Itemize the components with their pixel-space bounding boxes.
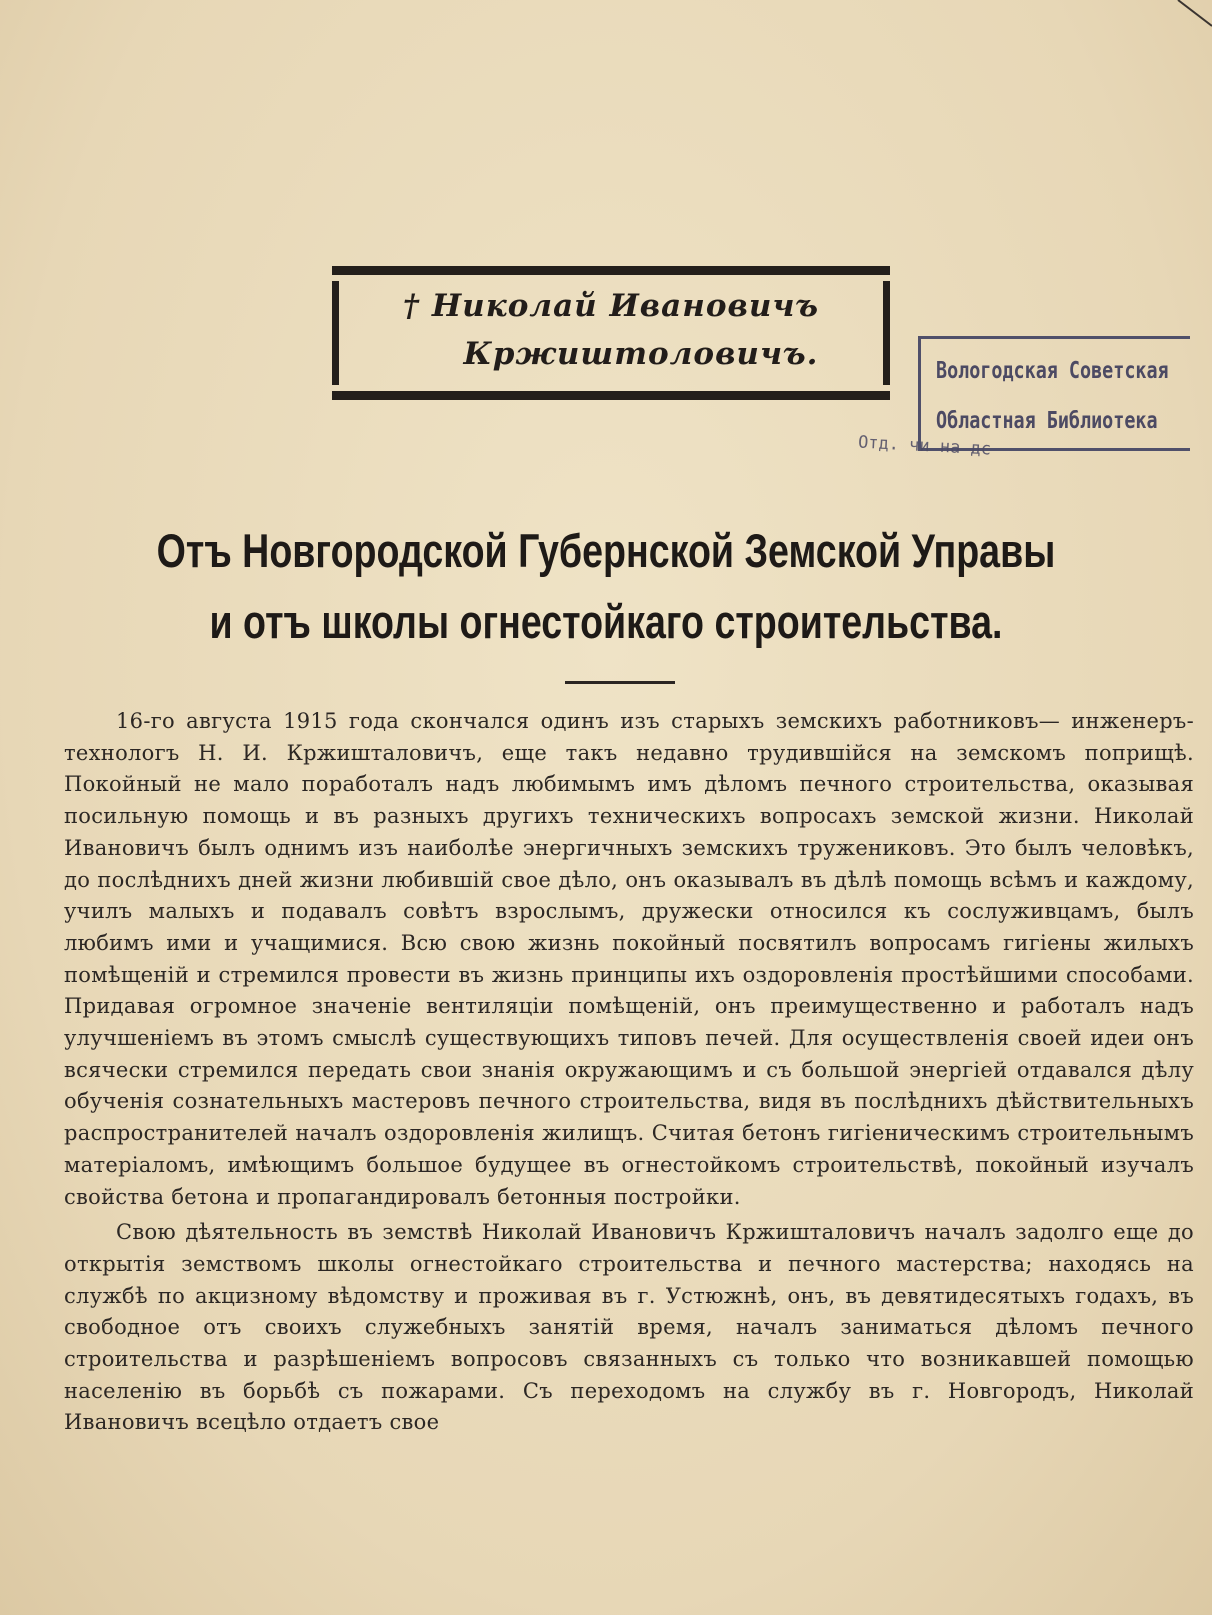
memorial-name-line2: Кржиштоловичъ. — [463, 336, 819, 372]
heading-divider — [565, 681, 675, 684]
stamp-line2: Областная Библиотека — [936, 408, 1158, 434]
stamp-border-left — [918, 336, 921, 451]
memorial-frame — [332, 266, 890, 400]
article-body — [64, 706, 1194, 1439]
memorial-name-line1: † Николай Ивановичъ — [402, 288, 820, 324]
frame-top-rule — [332, 266, 890, 275]
stamp-border-top — [918, 336, 1190, 339]
page-corner-fold — [1172, 0, 1212, 30]
body-paragraph-1: 16-го августа 1915 года скончался одинъ изъ старыхъ земскихъ работниковъ— инженеръ-технологъ Н. И. Кржишталовичъ, еще такъ недавно трудившійся на земскомъ поприщѣ. Покойный не мало поработалъ надъ любимымъ имъ дѣломъ печного строительства, оказывая посильную помощь и въ разныхъ другихъ техническихъ вопросахъ земской жизни. Николай Ивановичъ былъ однимъ изъ наиболѣе энергичныхъ земскихъ тружениковъ. Это былъ человѣкъ, до послѣднихъ дней жизни любившій свое дѣло, онъ оказывалъ въ дѣлѣ помощь всѣмъ и каждому, училъ малыхъ и подавалъ совѣтъ взрослымъ, дружески относился къ сослуживцамъ, былъ любимъ ими и учащимися. Всю свою жизнь покойный посвятилъ вопросамъ гигіены жилыхъ помѣщеній и стремился провести въ жизнь принципы ихъ оздоровленія простѣйшими способами. Придавая огромное значеніе вентиляціи помѣщеній, онъ преимущественно и работалъ надъ улучшеніемъ въ этомъ смыслѣ существующихъ типовъ печей. Для осуществленія своей идеи онъ всячески стремился передать свои знанія окружающимъ и съ большой энергіей отдавался дѣлу обученія сознательныхъ мастеровъ печного строительства, видя въ послѣднихъ дѣйствительныхъ распространителей началъ оздоровленія жилищъ. Считая бетонъ гигіеническимъ строительнымъ матеріаломъ, имѣющимъ большое будущее въ огнестойкомъ строительствѣ, покойный изучалъ свойства бетона и пропагандировалъ бетонныя постройки. — [64, 709, 1194, 1209]
library-stamp — [857, 336, 1190, 464]
frame-bottom-rule — [332, 391, 890, 400]
article-heading-line1: Отъ Новгородской Губернской Земской Управы — [156, 524, 1056, 577]
article-heading-line2: и отъ школы огнестойкаго строительства. — [209, 595, 1003, 648]
stamp-line3: Отд. чи на дс — [857, 432, 992, 460]
stamp-line1: Вологодская Советская — [936, 358, 1169, 384]
body-paragraph-2: Свою дѣятельность въ земствѣ Николай Ивановичъ Кржишталовичъ началъ задолго еще до открытія земствомъ школы огнестойкаго строительства и печного мастерства; находясь на службѣ по акцизному вѣдомству и проживая въ г. Устюжнѣ, онъ, въ девятидесятыхъ годахъ, въ свободное отъ своихъ служебныхъ занятій время, началъ заниматься дѣломъ печного строительства и разрѣшеніемъ вопросовъ связанныхъ съ только что возникавшей помощью населенію въ борьбѣ съ пожарами. Съ переходомъ на службу въ г. Новгородъ, Николай Ивановичъ всецѣло отдаетъ свое — [64, 1220, 1194, 1435]
